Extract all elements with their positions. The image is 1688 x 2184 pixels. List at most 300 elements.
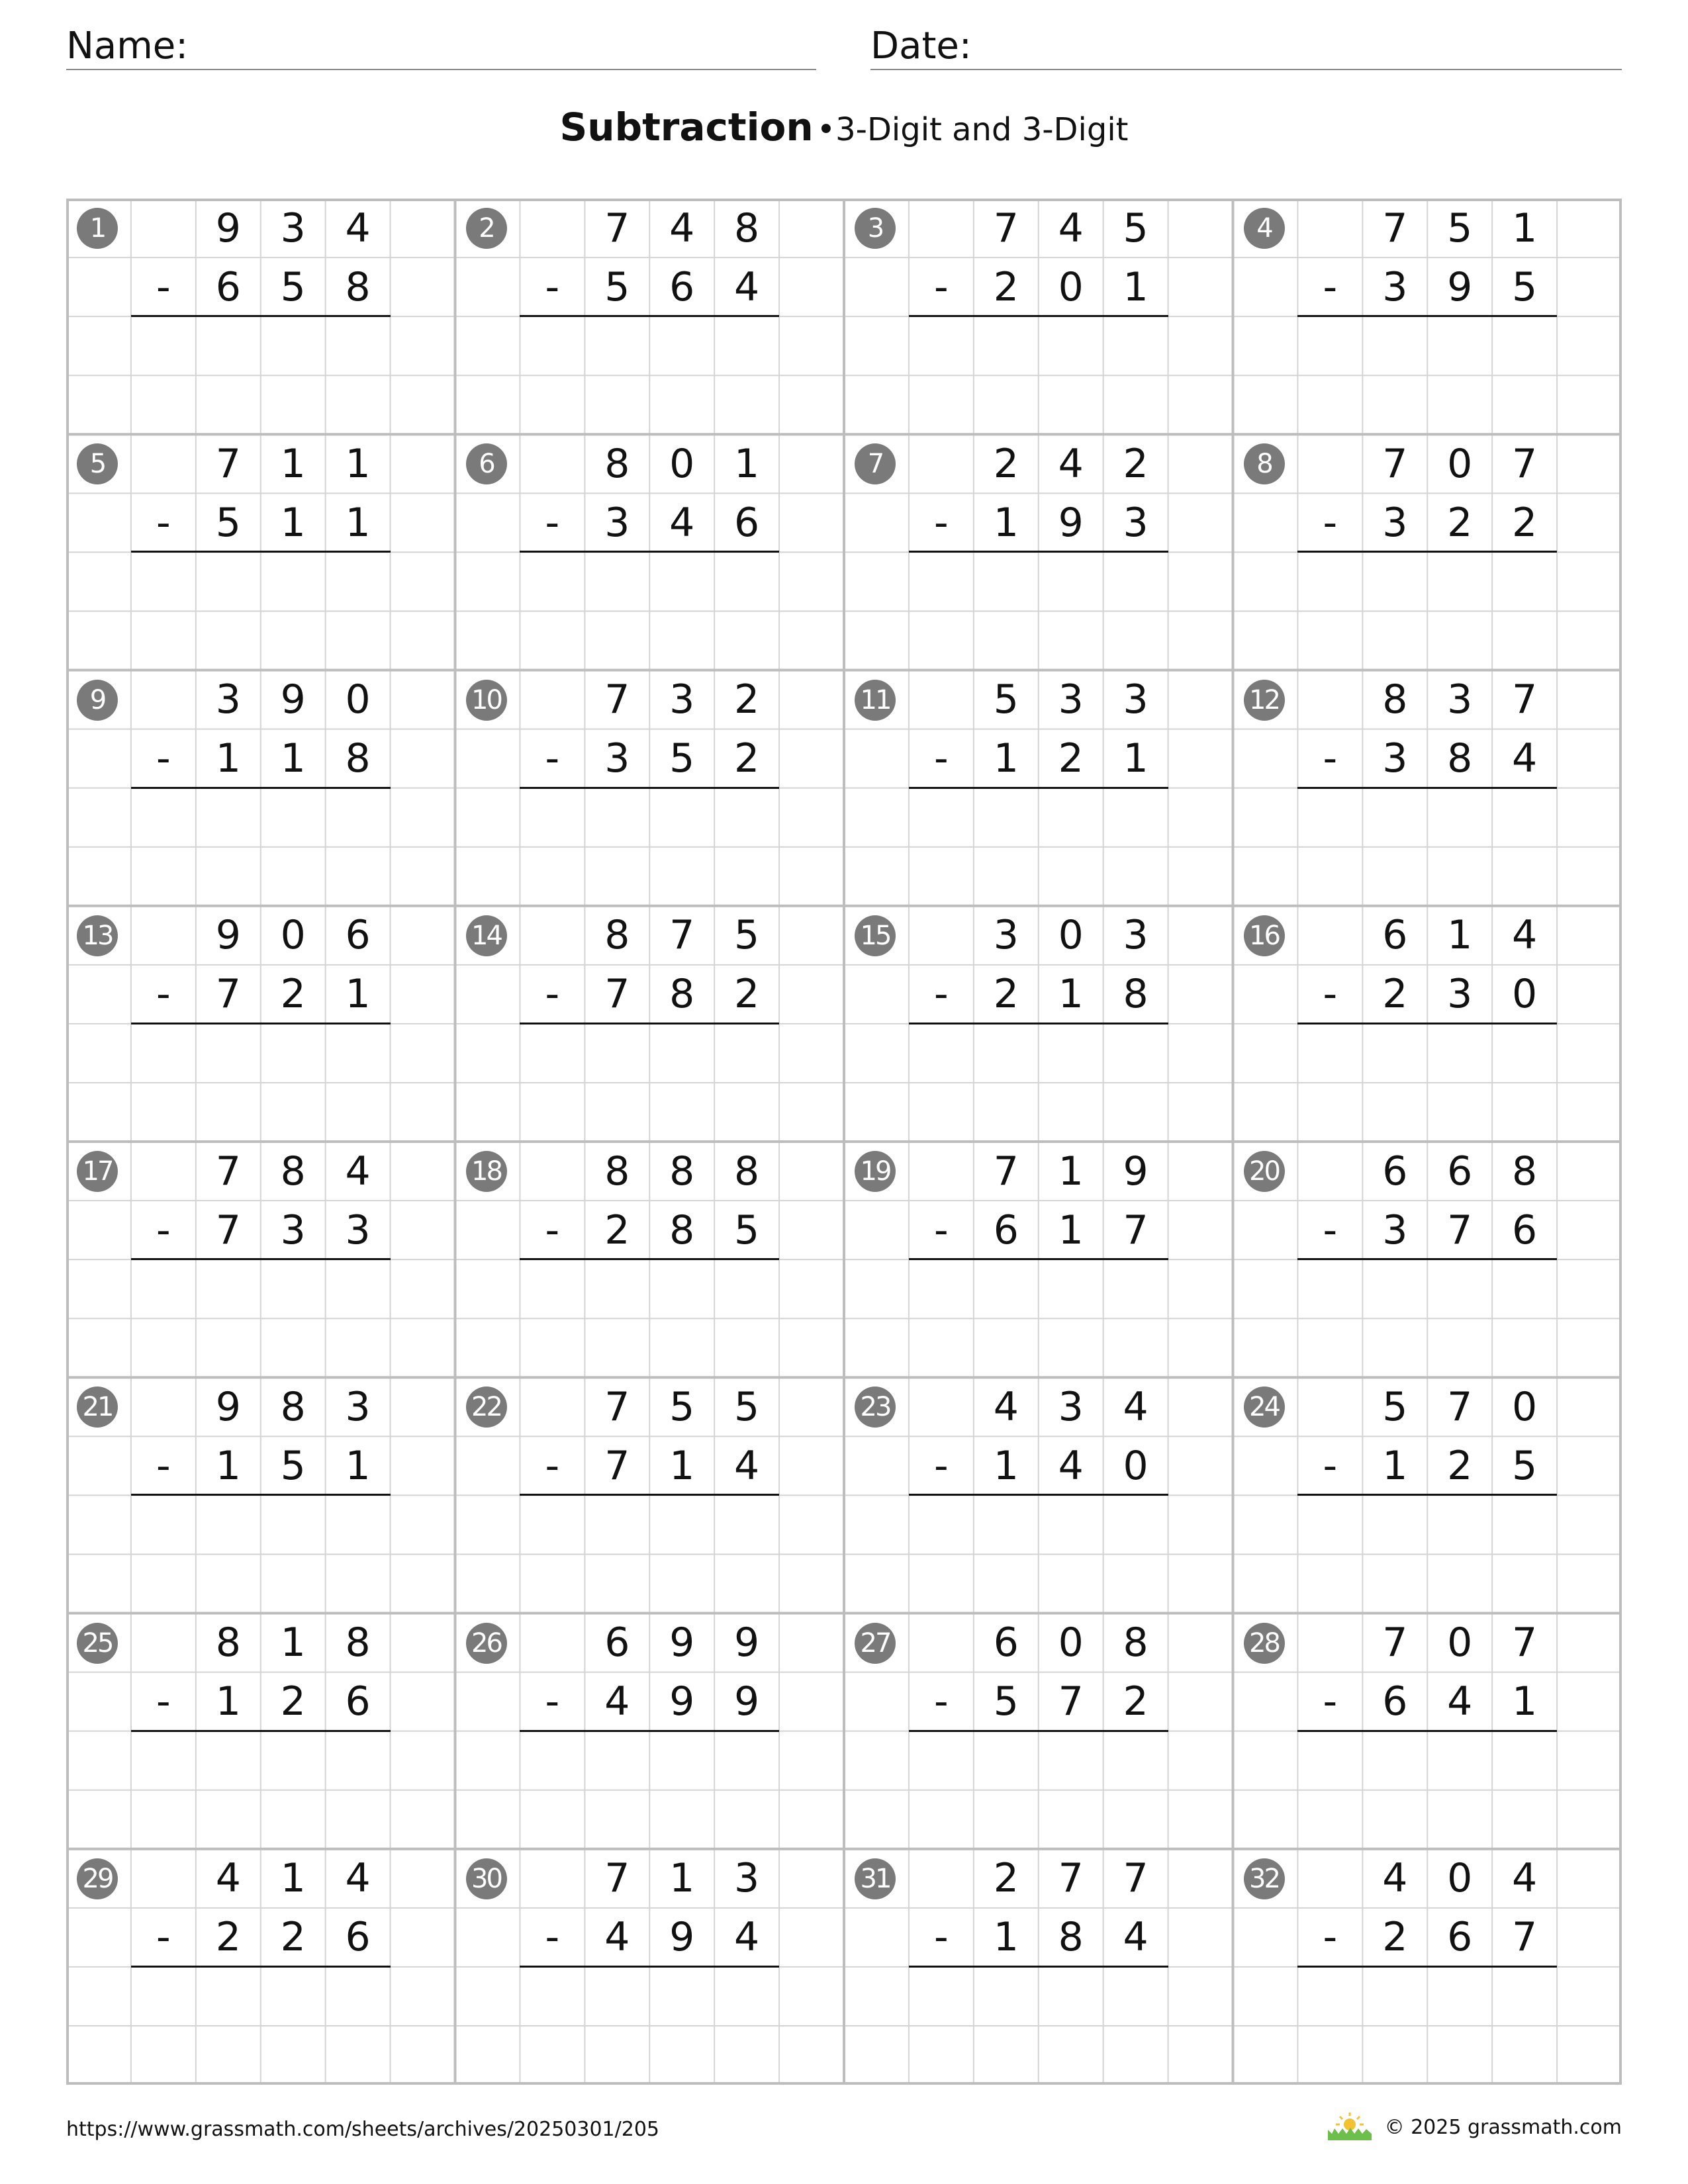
subtrahend-digit: 2 [1382, 971, 1408, 1018]
answer-area[interactable] [909, 318, 1168, 374]
problem-14 [455, 906, 845, 1142]
minuend-digit: 8 [1382, 676, 1408, 723]
answer-area[interactable] [909, 1496, 1168, 1553]
footer-copyright: © 2025 grassmath.com [1384, 2115, 1622, 2139]
subtrahend-digit: 1 [1058, 971, 1084, 1018]
subtrahend-digit: 3 [1382, 499, 1408, 546]
subtrahend-digit: 7 [1512, 1914, 1538, 1961]
minuend-digit: 4 [1382, 1855, 1408, 1902]
minuend-digit: 6 [1382, 1148, 1408, 1195]
minuend-digit: 6 [604, 1619, 630, 1666]
subtrahend-digit: 6 [1447, 1914, 1473, 1961]
minuend-digit: 8 [604, 1148, 630, 1195]
answer-line [131, 787, 391, 789]
minus-sign: - [545, 735, 560, 782]
subtrahend-digit: 4 [604, 1678, 630, 1725]
minuend-digit: 3 [215, 676, 241, 723]
subtrahend-digit: 8 [345, 263, 371, 310]
minuend-digit: 9 [215, 912, 241, 959]
minuend-digit: 3 [1123, 912, 1149, 959]
minuend-digit: 3 [734, 1855, 760, 1902]
problem-6 [455, 434, 845, 670]
problem-1 [66, 199, 455, 434]
minuend-digit: 9 [215, 205, 241, 251]
minus-sign: - [156, 971, 171, 1018]
minus-sign: - [545, 263, 560, 310]
minus-sign: - [1323, 735, 1338, 782]
problem-number-badge: 12 [1244, 680, 1285, 721]
problem-number-badge: 13 [77, 915, 118, 956]
answer-area[interactable] [131, 1261, 391, 1317]
answer-line [131, 315, 391, 317]
minuend-digit: 0 [1447, 1619, 1473, 1666]
answer-area[interactable] [909, 790, 1168, 846]
minuend-digit: 7 [1512, 440, 1538, 487]
problem-10 [455, 670, 845, 906]
minus-sign: - [1323, 1678, 1338, 1725]
grassmath-logo-icon [1327, 2110, 1373, 2144]
answer-area[interactable] [909, 1025, 1168, 1081]
subtrahend-digit: 9 [669, 1914, 695, 1961]
minus-sign: - [1323, 1914, 1338, 1961]
footer-credit [1327, 2110, 1622, 2144]
minuend-digit: 2 [993, 440, 1019, 487]
subtrahend-digit: 7 [1058, 1678, 1084, 1725]
minuend-digit: 9 [280, 676, 306, 723]
minuend-digit: 4 [993, 1383, 1019, 1430]
problem-25 [66, 1614, 455, 1849]
subtrahend-digit: 2 [280, 971, 306, 1018]
subtrahend-digit: 2 [1382, 1914, 1408, 1961]
problem-12 [1233, 670, 1622, 906]
minus-sign: - [545, 1206, 560, 1253]
subtrahend-digit: 5 [1512, 1442, 1538, 1489]
subtrahend-digit: 3 [1382, 263, 1408, 310]
subtrahend-digit: 3 [1447, 971, 1473, 1018]
problem-9 [66, 670, 455, 906]
minus-sign: - [934, 1442, 949, 1489]
minus-sign: - [1323, 499, 1338, 546]
problem-32 [1233, 1849, 1622, 2085]
subtrahend-digit: 4 [734, 263, 760, 310]
answer-line [520, 787, 779, 789]
answer-line [520, 1023, 779, 1024]
minus-sign: - [545, 499, 560, 546]
subtrahend-digit: 1 [1058, 1206, 1084, 1253]
subtrahend-digit: 8 [1123, 971, 1149, 1018]
subtrahend-digit: 2 [1512, 499, 1538, 546]
problem-number-badge: 3 [855, 208, 896, 249]
subtrahend-digit: 7 [215, 1206, 241, 1253]
minus-sign: - [934, 971, 949, 1018]
minuend-digit: 5 [1447, 205, 1473, 251]
minuend-digit: 7 [1382, 1619, 1408, 1666]
answer-line [1297, 787, 1557, 789]
subtrahend-digit: 5 [1512, 263, 1538, 310]
subtrahend-digit: 7 [604, 971, 630, 1018]
minuend-digit: 8 [1123, 1619, 1149, 1666]
minuend-digit: 1 [1512, 205, 1538, 251]
subtrahend-digit: 0 [1058, 263, 1084, 310]
minus-sign: - [934, 1914, 949, 1961]
minuend-digit: 3 [1058, 1383, 1084, 1430]
answer-line [909, 1494, 1168, 1496]
minuend-digit: 0 [1512, 1383, 1538, 1430]
minuend-digit: 4 [345, 1148, 371, 1195]
problem-number-badge: 2 [466, 208, 507, 249]
minuend-digit: 4 [669, 205, 695, 251]
problem-number-badge: 20 [1244, 1151, 1285, 1192]
minus-sign: - [156, 735, 171, 782]
minuend-digit: 8 [734, 1148, 760, 1195]
answer-line [909, 1258, 1168, 1260]
minuend-digit: 2 [734, 676, 760, 723]
minuend-digit: 8 [280, 1148, 306, 1195]
subtrahend-digit: 9 [1058, 499, 1084, 546]
answer-area[interactable] [131, 553, 391, 610]
minuend-digit: 4 [215, 1855, 241, 1902]
answer-area[interactable] [1297, 553, 1557, 610]
minuend-digit: 1 [280, 1855, 306, 1902]
worksheet-title [0, 105, 1688, 150]
minuend-digit: 0 [1058, 1619, 1084, 1666]
problem-number-badge: 18 [466, 1151, 507, 1192]
minuend-digit: 7 [604, 1855, 630, 1902]
minuend-digit: 8 [1512, 1148, 1538, 1195]
minuend-digit: 8 [345, 1619, 371, 1666]
subtrahend-digit: 3 [1382, 1206, 1408, 1253]
problem-number-badge: 16 [1244, 915, 1285, 956]
minus-sign: - [934, 735, 949, 782]
minus-sign: - [1323, 1442, 1338, 1489]
minuend-digit: 8 [280, 1383, 306, 1430]
minuend-digit: 5 [993, 676, 1019, 723]
minuend-digit: 2 [993, 1855, 1019, 1902]
subtrahend-digit: 1 [993, 735, 1019, 782]
subtrahend-digit: 4 [669, 499, 695, 546]
subtrahend-digit: 8 [1447, 735, 1473, 782]
minuend-digit: 7 [1512, 1619, 1538, 1666]
problem-number-badge: 14 [466, 915, 507, 956]
subtrahend-digit: 8 [669, 1206, 695, 1253]
answer-area[interactable] [1297, 318, 1557, 374]
answer-area[interactable] [909, 1261, 1168, 1317]
minus-sign: - [156, 1442, 171, 1489]
subtrahend-digit: 6 [1382, 1678, 1408, 1725]
date-label: Date: [870, 24, 972, 68]
date-field[interactable] [870, 24, 1622, 70]
problem-5 [66, 434, 455, 670]
answer-area[interactable] [131, 1496, 391, 1553]
minuend-digit: 5 [734, 912, 760, 959]
problem-19 [844, 1142, 1233, 1377]
minuend-digit: 3 [1123, 676, 1149, 723]
minuend-digit: 5 [1123, 205, 1149, 251]
minus-sign: - [545, 1914, 560, 1961]
problem-number-badge: 30 [466, 1858, 507, 1899]
subtrahend-digit: 8 [669, 971, 695, 1018]
title-separator: • [816, 111, 836, 148]
subtrahend-digit: 2 [734, 971, 760, 1018]
minuend-digit: 4 [345, 1855, 371, 1902]
minuend-digit: 7 [993, 205, 1019, 251]
answer-area[interactable] [520, 553, 779, 610]
answer-line [909, 1966, 1168, 1968]
minus-sign: - [1323, 971, 1338, 1018]
answer-line [1297, 1730, 1557, 1732]
subtrahend-digit: 8 [1058, 1914, 1084, 1961]
problem-28 [1233, 1614, 1622, 1849]
problem-13 [66, 906, 455, 1142]
answer-area[interactable] [520, 318, 779, 374]
problem-26 [455, 1614, 845, 1849]
minuend-digit: 4 [1123, 1383, 1149, 1430]
subtrahend-digit: 1 [345, 499, 371, 546]
minuend-digit: 0 [280, 912, 306, 959]
subtrahend-digit: 2 [1058, 735, 1084, 782]
minuend-digit: 7 [604, 205, 630, 251]
problem-4 [1233, 199, 1622, 434]
answer-area[interactable] [909, 553, 1168, 610]
problem-number-badge: 23 [855, 1387, 896, 1428]
minuend-digit: 7 [669, 912, 695, 959]
minuend-digit: 6 [993, 1619, 1019, 1666]
minuend-digit: 3 [280, 205, 306, 251]
answer-line [909, 1023, 1168, 1024]
answer-line [909, 1730, 1168, 1732]
subtrahend-digit: 6 [345, 1678, 371, 1725]
answer-area[interactable] [1297, 1733, 1557, 1789]
subtrahend-digit: 6 [345, 1914, 371, 1961]
subtrahend-digit: 7 [1123, 1206, 1149, 1253]
problem-24 [1233, 1377, 1622, 1613]
problem-17 [66, 1142, 455, 1377]
problem-number-badge: 24 [1244, 1387, 1285, 1428]
answer-area[interactable] [520, 1261, 779, 1317]
problem-number-badge: 22 [466, 1387, 507, 1428]
minuend-digit: 8 [604, 440, 630, 487]
minuend-digit: 7 [604, 676, 630, 723]
subtrahend-digit: 1 [215, 1442, 241, 1489]
answer-area[interactable] [520, 1496, 779, 1553]
minus-sign: - [156, 1206, 171, 1253]
title-main: Subtraction [559, 105, 814, 150]
minus-sign: - [934, 1206, 949, 1253]
answer-line [1297, 1966, 1557, 1968]
problem-number-badge: 17 [77, 1151, 118, 1192]
answer-line [909, 315, 1168, 317]
subtrahend-digit: 5 [669, 735, 695, 782]
minuend-digit: 1 [669, 1855, 695, 1902]
problem-7 [844, 434, 1233, 670]
subtrahend-digit: 1 [669, 1442, 695, 1489]
answer-area[interactable] [131, 1733, 391, 1789]
subtrahend-digit: 6 [993, 1206, 1019, 1253]
problem-31 [844, 1849, 1233, 2085]
minuend-digit: 7 [604, 1383, 630, 1430]
problem-number-badge: 15 [855, 915, 896, 956]
answer-line [1297, 315, 1557, 317]
problem-15 [844, 906, 1233, 1142]
minuend-digit: 7 [1382, 440, 1408, 487]
subtrahend-digit: 1 [1512, 1678, 1538, 1725]
problem-number-badge: 9 [77, 680, 118, 721]
problem-number-badge: 8 [1244, 443, 1285, 484]
subtrahend-digit: 5 [993, 1678, 1019, 1725]
minuend-digit: 3 [669, 676, 695, 723]
subtrahend-digit: 1 [345, 971, 371, 1018]
problem-number-badge: 26 [466, 1623, 507, 1664]
minuend-digit: 5 [734, 1383, 760, 1430]
problem-number-badge: 10 [466, 680, 507, 721]
subtrahend-digit: 7 [1447, 1206, 1473, 1253]
subtrahend-digit: 1 [993, 1914, 1019, 1961]
problem-21 [66, 1377, 455, 1613]
answer-area[interactable] [520, 1025, 779, 1081]
subtrahend-digit: 2 [280, 1678, 306, 1725]
subtrahend-digit: 8 [345, 735, 371, 782]
problem-number-badge: 27 [855, 1623, 896, 1664]
subtrahend-digit: 2 [215, 1914, 241, 1961]
minuend-digit: 5 [669, 1383, 695, 1430]
answer-area[interactable] [131, 1968, 391, 2025]
subtrahend-digit: 5 [280, 263, 306, 310]
problem-number-badge: 21 [77, 1387, 118, 1428]
minus-sign: - [156, 263, 171, 310]
answer-area[interactable] [1297, 1496, 1557, 1553]
problem-8 [1233, 434, 1622, 670]
minus-sign: - [545, 1678, 560, 1725]
minuend-digit: 3 [1447, 676, 1473, 723]
subtrahend-digit: 6 [734, 499, 760, 546]
subtrahend-digit: 3 [1382, 735, 1408, 782]
answer-line [520, 315, 779, 317]
minuend-digit: 8 [669, 1148, 695, 1195]
answer-line [1297, 1023, 1557, 1024]
subtrahend-digit: 2 [993, 971, 1019, 1018]
answer-line [520, 1730, 779, 1732]
minus-sign: - [156, 1678, 171, 1725]
minuend-digit: 3 [993, 912, 1019, 959]
answer-line [520, 551, 779, 553]
minuend-digit: 8 [215, 1619, 241, 1666]
problem-number-badge: 1 [77, 208, 118, 249]
subtrahend-digit: 2 [604, 1206, 630, 1253]
subtrahend-digit: 6 [215, 263, 241, 310]
answer-area[interactable] [1297, 1261, 1557, 1317]
problem-number-badge: 25 [77, 1623, 118, 1664]
subtrahend-digit: 1 [280, 735, 306, 782]
answer-area[interactable] [909, 1733, 1168, 1789]
minuend-digit: 6 [1382, 912, 1408, 959]
subtrahend-digit: 7 [604, 1442, 630, 1489]
name-field[interactable] [66, 24, 816, 70]
answer-line [520, 1494, 779, 1496]
minuend-digit: 7 [215, 1148, 241, 1195]
problem-20 [1233, 1142, 1622, 1377]
subtrahend-digit: 0 [1512, 971, 1538, 1018]
answer-area[interactable] [520, 1733, 779, 1789]
problem-number-badge: 5 [77, 443, 118, 484]
answer-area[interactable] [1297, 1968, 1557, 2025]
minuend-digit: 9 [1123, 1148, 1149, 1195]
problem-number-badge: 6 [466, 443, 507, 484]
minuend-digit: 4 [1512, 1855, 1538, 1902]
problem-22 [455, 1377, 845, 1613]
problem-grid [66, 199, 1622, 2085]
problem-number-badge: 29 [77, 1858, 118, 1899]
problem-16 [1233, 906, 1622, 1142]
answer-area[interactable] [520, 1968, 779, 2025]
minuend-digit: 3 [1058, 676, 1084, 723]
subtrahend-digit: 4 [1447, 1678, 1473, 1725]
minuend-digit: 1 [280, 1619, 306, 1666]
answer-area[interactable] [131, 1025, 391, 1081]
minus-sign: - [934, 1678, 949, 1725]
subtrahend-digit: 5 [734, 1206, 760, 1253]
minuend-digit: 8 [604, 912, 630, 959]
minus-sign: - [545, 971, 560, 1018]
minuend-digit: 1 [1447, 912, 1473, 959]
problem-29 [66, 1849, 455, 2085]
minuend-digit: 5 [1382, 1383, 1408, 1430]
minuend-digit: 1 [1058, 1148, 1084, 1195]
problem-number-badge: 28 [1244, 1623, 1285, 1664]
subtrahend-digit: 2 [993, 263, 1019, 310]
answer-line [1297, 1258, 1557, 1260]
subtrahend-digit: 4 [604, 1914, 630, 1961]
minuend-digit: 6 [1447, 1148, 1473, 1195]
subtrahend-digit: 7 [215, 971, 241, 1018]
title-subtitle: 3-Digit and 3-Digit [835, 111, 1129, 148]
answer-line [131, 1258, 391, 1260]
minuend-digit: 7 [993, 1148, 1019, 1195]
minuend-digit: 7 [215, 440, 241, 487]
minuend-digit: 0 [669, 440, 695, 487]
subtrahend-digit: 2 [280, 1914, 306, 1961]
answer-area[interactable] [1297, 790, 1557, 846]
minuend-digit: 4 [1512, 912, 1538, 959]
minuend-digit: 1 [345, 440, 371, 487]
subtrahend-digit: 1 [1382, 1442, 1408, 1489]
subtrahend-digit: 1 [345, 1442, 371, 1489]
subtrahend-digit: 5 [280, 1442, 306, 1489]
subtrahend-digit: 5 [215, 499, 241, 546]
answer-area[interactable] [131, 790, 391, 846]
minuend-digit: 4 [1058, 205, 1084, 251]
subtrahend-digit: 1 [993, 499, 1019, 546]
name-label: Name: [66, 24, 189, 68]
answer-area[interactable] [1297, 1025, 1557, 1081]
minus-sign: - [156, 499, 171, 546]
answer-line [1297, 551, 1557, 553]
answer-area[interactable] [909, 1968, 1168, 2025]
subtrahend-digit: 1 [215, 735, 241, 782]
answer-area[interactable] [131, 318, 391, 374]
subtrahend-digit: 3 [280, 1206, 306, 1253]
problem-11 [844, 670, 1233, 906]
subtrahend-digit: 9 [669, 1678, 695, 1725]
subtrahend-digit: 9 [1447, 263, 1473, 310]
minuend-digit: 7 [1058, 1855, 1084, 1902]
minuend-digit: 2 [1123, 440, 1149, 487]
answer-area[interactable] [520, 790, 779, 846]
minuend-digit: 1 [280, 440, 306, 487]
answer-line [131, 551, 391, 553]
subtrahend-digit: 3 [604, 735, 630, 782]
minuend-digit: 3 [345, 1383, 371, 1430]
subtrahend-digit: 1 [280, 499, 306, 546]
